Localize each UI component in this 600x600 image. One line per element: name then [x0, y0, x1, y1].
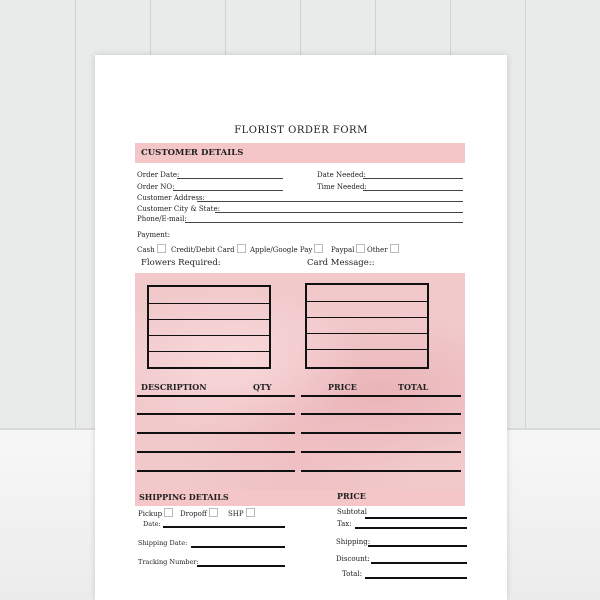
order-date-field[interactable] — [177, 178, 283, 179]
table-row-line — [301, 395, 461, 397]
payment-option-apple-google[interactable]: Apple/Google Pay — [250, 244, 323, 254]
shipping-option-dropoff[interactable]: Dropoff — [180, 508, 218, 518]
total-label: Total: — [342, 570, 362, 578]
total-field[interactable] — [365, 577, 467, 579]
table-row-line — [137, 470, 295, 472]
box-line — [149, 351, 269, 352]
city-state-field[interactable] — [215, 212, 463, 213]
table-row-line — [301, 432, 461, 434]
checkbox[interactable] — [246, 508, 255, 517]
time-needed-label: Time Needed: — [317, 183, 367, 191]
shipping-option-shp[interactable]: SHP — [228, 508, 255, 518]
box-line — [149, 319, 269, 320]
customer-details-heading: CUSTOMER DETAILS — [141, 148, 244, 158]
box-line — [307, 349, 427, 350]
phone-email-field[interactable] — [185, 222, 463, 223]
col-header-total: TOTAL — [398, 382, 429, 392]
order-no-field[interactable] — [173, 190, 283, 191]
tracking-number-field[interactable] — [197, 565, 285, 567]
card-message-box[interactable] — [305, 283, 429, 369]
checkbox[interactable] — [237, 244, 246, 253]
box-line — [307, 317, 427, 318]
col-header-qty: QTY — [253, 382, 272, 392]
subtotal-label: Subtotal — [337, 508, 368, 516]
shipping-date-label: Shipping Date: — [138, 539, 188, 547]
box-line — [307, 301, 427, 302]
tax-label: Tax: — [337, 520, 352, 528]
table-row-line — [137, 432, 295, 434]
checkbox[interactable] — [164, 508, 173, 517]
date-needed-label: Date Needed: — [317, 171, 366, 179]
table-row-line — [137, 395, 295, 397]
checkbox[interactable] — [209, 508, 218, 517]
flowers-required-label: Flowers Required: — [141, 258, 221, 268]
wall-plank-seam — [525, 0, 526, 430]
city-state-label: Customer City & State: — [137, 205, 220, 213]
shipping-cost-label: Shipping: — [336, 538, 371, 546]
tracking-number-label: Tracking Number: — [138, 558, 199, 566]
payment-option-paypal[interactable]: Paypal — [331, 244, 365, 254]
payment-label: Payment: — [137, 231, 170, 239]
shipping-date-field[interactable] — [191, 546, 285, 548]
ship-date-label: Date: — [143, 520, 161, 528]
shipping-option-pickup[interactable]: Pickup — [138, 508, 173, 518]
shipping-details-heading: SHIPPING DETAILS — [139, 492, 229, 502]
table-row-line — [301, 413, 461, 415]
payment-option-other[interactable]: Other — [367, 244, 399, 254]
checkbox[interactable] — [356, 244, 365, 253]
order-no-label: Order NO: — [137, 183, 175, 191]
discount-field[interactable] — [371, 562, 467, 564]
subtotal-field[interactable] — [365, 517, 467, 519]
table-row-line — [137, 413, 295, 415]
rose-background-image — [135, 273, 465, 490]
card-message-label: Card Message:: — [307, 258, 375, 268]
customer-details-band — [135, 143, 465, 163]
customer-address-label: Customer Address: — [137, 194, 205, 202]
flowers-required-box[interactable] — [147, 285, 271, 369]
order-date-label: Order Date: — [137, 171, 180, 179]
table-row-line — [301, 470, 461, 472]
ship-date-field[interactable] — [163, 526, 285, 528]
table-row-line — [301, 451, 461, 453]
shipping-price-band — [135, 490, 465, 506]
wall-plank-seam — [75, 0, 76, 430]
time-needed-field[interactable] — [363, 190, 463, 191]
checkbox[interactable] — [314, 244, 323, 253]
checkbox[interactable] — [157, 244, 166, 253]
shipping-cost-field[interactable] — [368, 545, 467, 547]
order-form-sheet — [95, 55, 507, 600]
checkbox[interactable] — [390, 244, 399, 253]
payment-option-cash[interactable]: Cash — [137, 244, 166, 254]
box-line — [149, 335, 269, 336]
payment-option-card[interactable]: Credit/Debit Card — [171, 244, 246, 254]
tax-field[interactable] — [355, 527, 467, 529]
date-needed-field[interactable] — [363, 178, 463, 179]
col-header-description: DESCRIPTION — [141, 382, 207, 392]
table-row-line — [137, 451, 295, 453]
customer-address-field[interactable] — [197, 201, 463, 202]
phone-email-label: Phone/E-mail: — [137, 215, 187, 223]
box-line — [307, 333, 427, 334]
form-title: FLORIST ORDER FORM — [234, 125, 368, 136]
discount-label: Discount: — [336, 555, 370, 563]
col-header-price: PRICE — [328, 382, 357, 392]
price-heading: PRICE — [337, 491, 366, 501]
box-line — [149, 303, 269, 304]
